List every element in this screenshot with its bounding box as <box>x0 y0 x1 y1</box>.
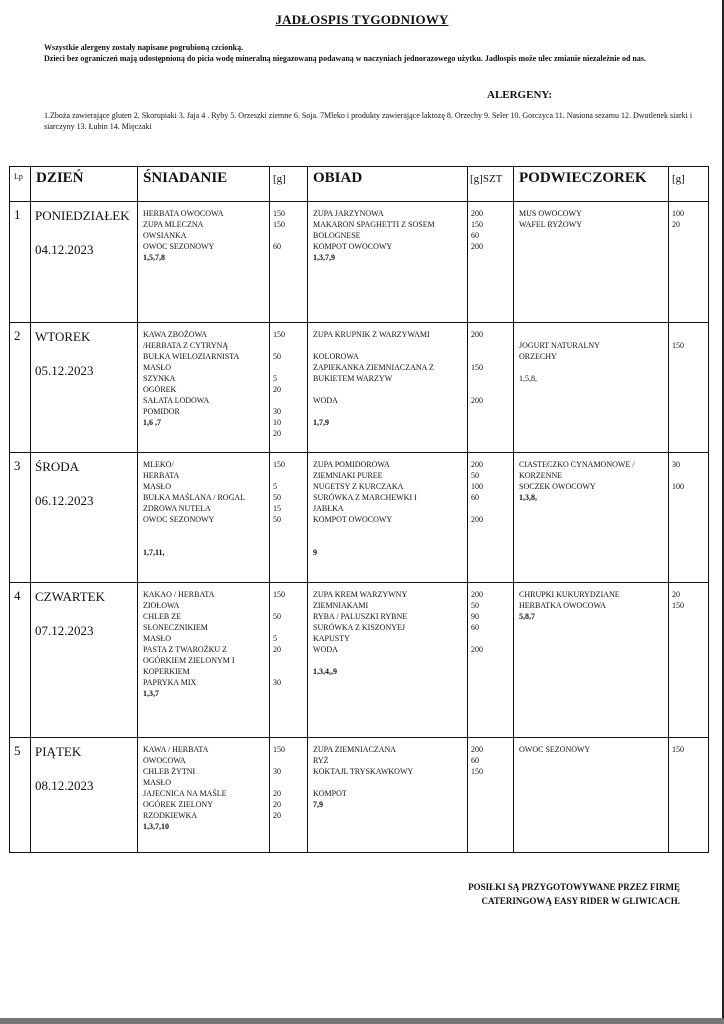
breakfast-grams-value <box>273 622 307 633</box>
breakfast-cell-item: ZUPA MLECZNA <box>143 220 204 229</box>
snack-grams-value: 100 <box>672 482 684 491</box>
lunch-cell-item: KOLOROWA <box>313 352 359 361</box>
header-grams-breakfast: [g] <box>270 167 308 202</box>
breakfast-cell-item: KOPERKIEM <box>143 667 190 676</box>
breakfast-grams-value: 50 <box>273 352 281 361</box>
lunch-cell-item <box>313 655 467 666</box>
breakfast-cell-item: OWOCOWA <box>143 756 186 765</box>
breakfast-grams-value: 150 <box>273 460 285 469</box>
breakfast-grams-value: 60 <box>273 242 281 251</box>
day-name: ŚRODA <box>35 459 80 474</box>
lunch-grams-value: 200 <box>471 590 483 599</box>
breakfast-cell-item: OWSIANKA <box>143 231 187 240</box>
breakfast-cell-item: OWOC SEZONOWY <box>143 242 215 251</box>
header-grams-lunch: [g]SZT <box>468 167 514 202</box>
lunch-grams-value: 200 <box>471 396 483 405</box>
lunch-cell-item: ZIEMNIAKAMI <box>313 601 369 610</box>
breakfast-cell-item: JAJECNICA NA MAŚLE <box>143 789 227 798</box>
lunch-grams-value: 200 <box>471 515 483 524</box>
snack-allergens: 1,3,8, <box>519 493 537 502</box>
header-lunch: OBIAD <box>308 167 468 202</box>
lunch-cell-item <box>313 777 467 788</box>
breakfast-grams-value: 5 <box>273 374 277 383</box>
lunch-cell <box>308 323 468 453</box>
breakfast-cell-item: HERBATA <box>143 471 180 480</box>
lunch-allergens: 7,9 <box>313 800 323 809</box>
snack-cell <box>514 453 669 583</box>
lunch-grams-value <box>471 340 513 351</box>
snack-grams <box>669 583 709 738</box>
breakfast-grams <box>270 323 308 453</box>
lunch-cell-item: ZIEMNIAKI PUREE <box>313 471 383 480</box>
lunch-grams-value: 200 <box>471 330 483 339</box>
lunch-cell-item: SURÓWKA Z KISZONYEJ <box>313 623 405 632</box>
footer-line-2: CATERINGOWĄ EASY RIDER W GLIWICACH. <box>481 896 680 906</box>
breakfast-grams-value: 50 <box>273 612 281 621</box>
snack-grams-value: 100 <box>672 209 684 218</box>
breakfast-cell-item: CHLEB ŻYTNI <box>143 767 196 776</box>
breakfast-grams-value: 5 <box>273 634 277 643</box>
lunch-grams-value: 200 <box>471 745 483 754</box>
menu-row <box>10 453 709 583</box>
breakfast-cell <box>138 453 270 583</box>
lunch-cell-item: ZAPIEKANKA ZIEMNIACZANA Z <box>313 363 434 372</box>
menu-row <box>10 202 709 323</box>
lunch-cell-item: ZUPA ZIEMNIACZANA <box>313 745 397 754</box>
breakfast-grams-value <box>273 666 307 677</box>
lunch-cell-item <box>313 406 467 417</box>
allergens-list: 1.Zboża zawierające gluten 2. Skorupiaki 3. Jaja 4 . Ryby 5. Orzeszki ziemne 6. Soja. 7Mleko i produkty zawierające laktozę 8. Orzechy 9. Seler 10. Gorczyca 11. Nasiona sezamu 12. Dwutlenek siarki i siarczyny 13. Łubin 14. Mięczaki <box>44 111 693 131</box>
lunch-cell-item <box>313 340 467 351</box>
breakfast-grams-value <box>273 777 307 788</box>
breakfast-grams-value: 50 <box>273 515 281 524</box>
notice-line-2: Dzieci bez ograniczeń mają udostępnioną do picia wodę mineralną niegazowaną podawaną w naczyniach jednorazowego użytku. Jadłospis może ulec zmianie niezależnie od nas. <box>44 54 646 63</box>
breakfast-grams-value: 150 <box>273 209 285 218</box>
breakfast-grams-value: 50 <box>273 493 281 502</box>
header-lp: Lp <box>10 167 31 202</box>
breakfast-grams-value <box>273 395 307 406</box>
breakfast-grams-value: 150 <box>273 745 285 754</box>
lunch-cell-item: BUKIETEM WARZYW <box>313 374 393 383</box>
weekly-menu-table <box>9 166 709 853</box>
breakfast-cell-item: MASŁO <box>143 482 172 491</box>
snack-cell-item: WAFEL RYŻOWY <box>519 220 583 229</box>
breakfast-grams-value <box>273 362 307 373</box>
lunch-cell <box>308 738 468 853</box>
breakfast-cell-item: SZYNKA <box>143 374 176 383</box>
breakfast-allergens: 1,6 ,7 <box>143 418 161 427</box>
breakfast-grams-value <box>273 340 307 351</box>
breakfast-grams-value: 20 <box>273 385 281 394</box>
breakfast-cell-item: PAPRYKA MIX <box>143 678 197 687</box>
day-date: 06.12.2023 <box>35 493 94 508</box>
lunch-grams-value: 150 <box>471 767 483 776</box>
breakfast-cell-item: KAWA ZBOŻOWA <box>143 330 208 339</box>
allergen-notice <box>44 42 684 64</box>
snack-grams-value: 150 <box>672 341 684 350</box>
day-date: 05.12.2023 <box>35 363 94 378</box>
breakfast-grams <box>270 738 308 853</box>
breakfast-cell <box>138 738 270 853</box>
snack-cell-item <box>519 329 668 340</box>
snack-cell <box>514 583 669 738</box>
breakfast-grams <box>270 583 308 738</box>
lunch-grams <box>468 583 514 738</box>
breakfast-cell-item: CHLEB ZE <box>143 612 181 621</box>
snack-grams <box>669 323 709 453</box>
snack-grams <box>669 202 709 323</box>
day-cell <box>31 323 138 453</box>
snack-grams-value <box>672 470 708 481</box>
breakfast-cell-item: /HERBATA Z CYTRYNĄ <box>143 341 229 350</box>
snack-grams-value: 20 <box>672 590 680 599</box>
snack-cell-item: OWOC SEZONOWY <box>519 745 591 754</box>
lunch-grams <box>468 323 514 453</box>
breakfast-cell-item: ZIOŁOWA <box>143 601 180 610</box>
lunch-cell-item <box>313 536 467 547</box>
lunch-grams <box>468 202 514 323</box>
lunch-allergens: 1,7,9 <box>313 418 329 427</box>
breakfast-allergens: 1,3,7 <box>143 689 159 698</box>
breakfast-grams-value: 20 <box>273 645 281 654</box>
lunch-allergens: 1,3,7,9 <box>313 253 335 262</box>
breakfast-grams-value: 20 <box>273 811 281 820</box>
day-cell <box>31 453 138 583</box>
breakfast-grams-value: 150 <box>273 590 285 599</box>
breakfast-grams-value <box>273 470 307 481</box>
lunch-cell-item: KAPUSTY <box>313 634 350 643</box>
breakfast-cell-item: MASŁO <box>143 363 172 372</box>
header-row <box>10 167 709 202</box>
breakfast-cell-item: SAŁATA LODOWA <box>143 396 210 405</box>
breakfast-cell-item: MASŁO <box>143 634 172 643</box>
breakfast-cell-item: PASTA Z TWAROŻKU Z <box>143 645 228 654</box>
day-name: PONIEDZIAŁEK <box>35 208 130 223</box>
breakfast-cell-item: BUŁKA MAŚLANA / ROGAL <box>143 493 246 502</box>
day-cell <box>31 583 138 738</box>
breakfast-grams-value <box>273 755 307 766</box>
breakfast-grams-value: 30 <box>273 767 281 776</box>
breakfast-cell-item <box>143 536 269 547</box>
breakfast-cell-item: BUŁKA WIELOZIARNISTA <box>143 352 240 361</box>
allergens-title: ALERGENY: <box>487 89 552 101</box>
lunch-cell-item: JABŁKA <box>313 504 344 513</box>
snack-cell-item: KORZENNE <box>519 471 563 480</box>
menu-row <box>10 738 709 853</box>
breakfast-grams-value: 30 <box>273 407 281 416</box>
row-number: 2 <box>10 323 31 453</box>
breakfast-grams-value: 15 <box>273 504 281 513</box>
day-cell <box>31 202 138 323</box>
breakfast-allergens: 1,5,7,8 <box>143 253 165 262</box>
breakfast-cell <box>138 583 270 738</box>
breakfast-cell-item: OGÓREK ZIELONY <box>143 800 213 809</box>
snack-cell <box>514 202 669 323</box>
row-number: 1 <box>10 202 31 323</box>
lunch-cell-item: ZUPA JARZYNOWA <box>313 209 384 218</box>
row-number: 5 <box>10 738 31 853</box>
day-cell <box>31 738 138 853</box>
snack-cell-item: CIASTECZKO CYNAMONOWE / <box>519 460 635 469</box>
breakfast-cell-item <box>143 525 269 536</box>
lunch-cell <box>308 202 468 323</box>
snack-grams-value: 20 <box>672 220 680 229</box>
snack-grams-value: 150 <box>672 745 684 754</box>
snack-cell-item: MUS OWOCOWY <box>519 209 582 218</box>
lunch-cell-item: ZUPA POMIDOROWA <box>313 460 390 469</box>
breakfast-grams-value: 20 <box>273 429 281 438</box>
lunch-grams-value: 200 <box>471 460 483 469</box>
breakfast-cell-item: HERBATA OWOCOWA <box>143 209 224 218</box>
row-number: 4 <box>10 583 31 738</box>
lunch-cell-item <box>313 384 467 395</box>
lunch-cell-item <box>313 525 467 536</box>
lunch-grams <box>468 738 514 853</box>
snack-grams-value: 150 <box>672 601 684 610</box>
lunch-grams-value: 150 <box>471 363 483 372</box>
snack-allergens: 5,8,7 <box>519 612 535 621</box>
breakfast-cell <box>138 202 270 323</box>
day-date: 08.12.2023 <box>35 778 94 793</box>
header-snack: PODWIECZOREK <box>514 167 669 202</box>
snack-grams-value: 30 <box>672 460 680 469</box>
lunch-cell-item: ZUPA KRUPNIK Z WARZYWAMI <box>313 330 430 339</box>
lunch-grams-value: 50 <box>471 601 479 610</box>
lunch-grams-value: 90 <box>471 612 479 621</box>
lunch-cell-item: MAKARON SPAGHETTI Z SOSEM <box>313 220 435 229</box>
breakfast-allergens: 1,3,7,10 <box>143 822 169 831</box>
breakfast-grams-value: 20 <box>273 789 281 798</box>
breakfast-cell <box>138 323 270 453</box>
lunch-cell-item: BOLOGNESE <box>313 231 361 240</box>
snack-allergens: 1,5,8, <box>519 374 537 383</box>
breakfast-cell-item: OWOC SEZONOWY <box>143 515 215 524</box>
breakfast-cell-item: MASŁO <box>143 778 172 787</box>
lunch-grams-value <box>471 503 513 514</box>
breakfast-cell-item: RZODKIEWKA <box>143 811 198 820</box>
snack-grams <box>669 738 709 853</box>
breakfast-grams-value: 150 <box>273 220 285 229</box>
lunch-cell-item: WODA <box>313 645 338 654</box>
lunch-grams-value: 60 <box>471 623 479 632</box>
lunch-cell-item: NUGETSY Z KURCZAKA <box>313 482 404 491</box>
lunch-grams-value <box>471 384 513 395</box>
breakfast-grams-value: 150 <box>273 330 285 339</box>
lunch-grams <box>468 453 514 583</box>
breakfast-grams-value: 10 <box>273 418 281 427</box>
header-day: DZIEŃ <box>31 167 138 202</box>
snack-cell <box>514 738 669 853</box>
day-date: 07.12.2023 <box>35 623 94 638</box>
snack-cell-item: CHRUPKI KUKURYDZIANE <box>519 590 620 599</box>
breakfast-grams-value <box>273 230 307 241</box>
menu-row <box>10 323 709 453</box>
header-grams-snack: [g] <box>669 167 709 202</box>
lunch-cell <box>308 583 468 738</box>
snack-cell-item: SOCZEK OWOCOWY <box>519 482 596 491</box>
catering-footer <box>468 880 680 908</box>
breakfast-cell-item: ZDROWA NUTELA <box>143 504 211 513</box>
breakfast-cell-item: OGÓRKIEM ZIELONYM I <box>143 656 235 665</box>
breakfast-grams-value: 5 <box>273 482 277 491</box>
lunch-cell-item: RYBA / PALUSZKI RYBNE <box>313 612 408 621</box>
lunch-grams-value <box>471 351 513 362</box>
notice-line-1: Wszystkie alergeny zostały napisane pogrubioną czcionką. <box>44 43 244 52</box>
day-name: PIĄTEK <box>35 744 82 759</box>
day-name: WTOREK <box>35 329 91 344</box>
breakfast-cell-item: KAWA / HERBATA <box>143 745 209 754</box>
breakfast-cell-item: POMIDOR <box>143 407 180 416</box>
lunch-grams-value: 200 <box>471 242 483 251</box>
lunch-cell-item: KOKTAJL TRYSKAWKOWY <box>313 767 414 776</box>
day-name: CZWARTEK <box>35 589 105 604</box>
lunch-cell-item: ZUPA KREM WARZYWNY <box>313 590 408 599</box>
page-title: JADŁOSPIS TYGODNIOWY <box>275 12 449 27</box>
lunch-allergens: 1,3,4,,9 <box>313 667 337 676</box>
lunch-grams-value: 60 <box>471 493 479 502</box>
lunch-grams-value: 200 <box>471 209 483 218</box>
lunch-grams-value <box>471 633 513 644</box>
menu-row <box>10 583 709 738</box>
page-edge-bottom <box>0 1018 724 1024</box>
breakfast-cell-item: MLEKO/ <box>143 460 174 469</box>
lunch-cell-item: RYŻ <box>313 756 329 765</box>
lunch-grams-value <box>471 373 513 384</box>
day-date: 04.12.2023 <box>35 242 94 257</box>
snack-grams-value <box>672 329 708 340</box>
lunch-grams-value: 150 <box>471 220 483 229</box>
breakfast-cell-item: KAKAO / HERBATA <box>143 590 215 599</box>
breakfast-cell-item: OGÓREK <box>143 385 177 394</box>
breakfast-grams-value <box>273 655 307 666</box>
breakfast-grams-value <box>273 600 307 611</box>
lunch-cell-item: WODA <box>313 396 338 405</box>
snack-cell-item: JOGURT NATURALNY <box>519 341 600 350</box>
snack-grams <box>669 453 709 583</box>
lunch-grams-value: 50 <box>471 471 479 480</box>
lunch-grams-value: 100 <box>471 482 483 491</box>
breakfast-grams <box>270 453 308 583</box>
lunch-grams-value: 200 <box>471 645 483 654</box>
breakfast-grams <box>270 202 308 323</box>
snack-cell-item: ORZECHY <box>519 352 557 361</box>
lunch-cell-item: KOMPOT OWOCOWY <box>313 242 393 251</box>
snack-cell <box>514 323 669 453</box>
lunch-cell-item: KOMPOT OWOCOWY <box>313 515 393 524</box>
breakfast-allergens: 1,7,11, <box>143 548 165 557</box>
lunch-grams-value: 60 <box>471 756 479 765</box>
breakfast-grams-value: 20 <box>273 800 281 809</box>
row-number: 3 <box>10 453 31 583</box>
header-breakfast: ŚNIADANIE <box>138 167 270 202</box>
lunch-grams-value: 60 <box>471 231 479 240</box>
breakfast-grams-value: 30 <box>273 678 281 687</box>
breakfast-cell-item: SŁONECZNIKIEM <box>143 623 208 632</box>
lunch-cell-item: SURÓWKA Z MARCHEWKI I <box>313 493 417 502</box>
lunch-cell-item: KOMPOT <box>313 789 347 798</box>
lunch-cell <box>308 453 468 583</box>
lunch-allergens: 9 <box>313 548 317 557</box>
snack-cell-item: HERBATKA OWOCOWA <box>519 601 606 610</box>
footer-line-1: POSIŁKI SĄ PRZYGOTOWYWANE PRZEZ FIRMĘ <box>468 882 680 892</box>
